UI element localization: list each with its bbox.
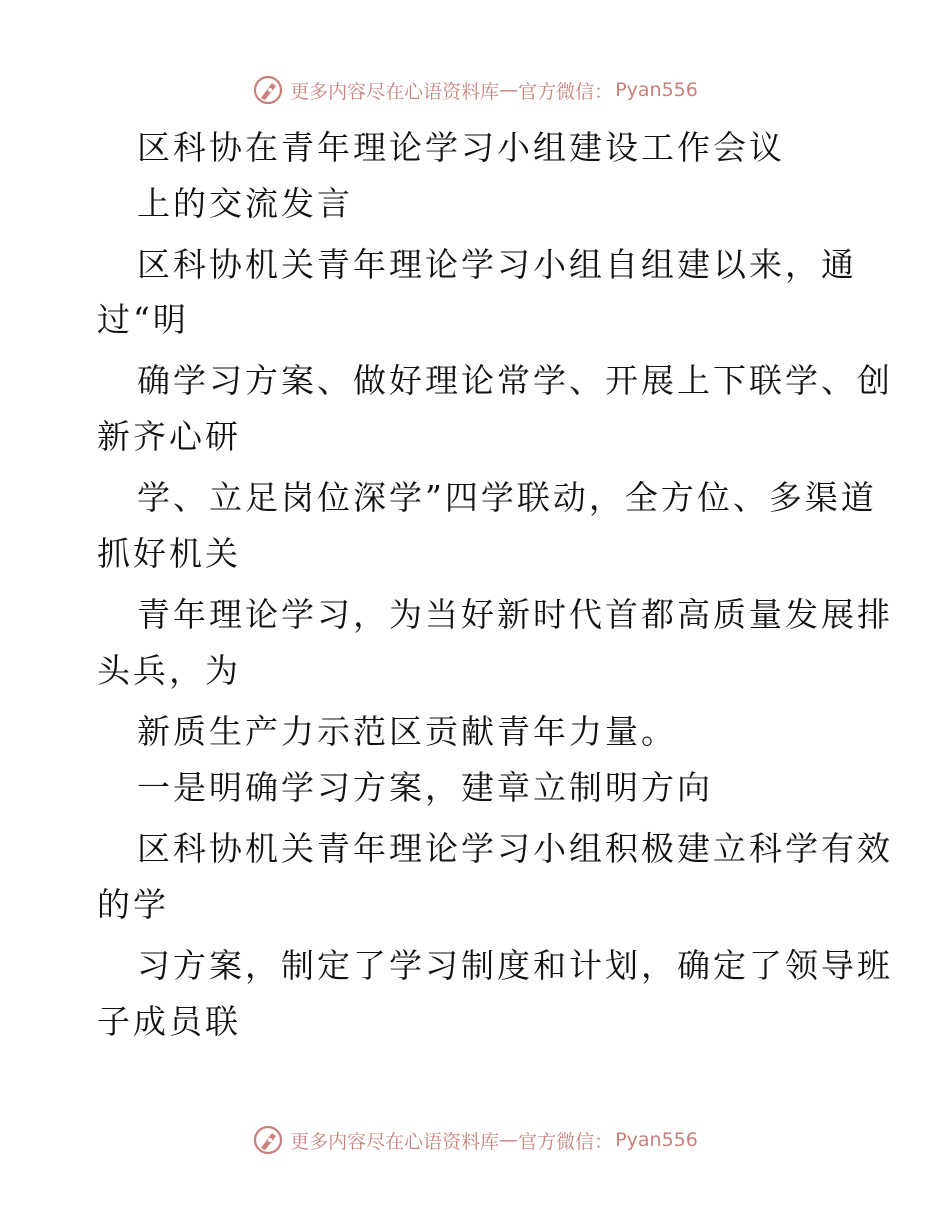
section-heading: 一是明确学习方案，建章立制明方向 (137, 768, 713, 807)
paragraph-line: 头兵，为 (97, 651, 241, 690)
paragraph-line: 区科协机关青年理论学习小组积极建立科学有效 (137, 829, 893, 868)
paragraph-line: 新质生产力示范区贡献青年力量。 (137, 712, 677, 751)
footer-watermark (0, 1120, 950, 1160)
watermark-wechat-id: Pyan556 (615, 1129, 698, 1151)
paragraph-line: 子成员联 (97, 1002, 241, 1041)
paragraph-line: 新齐心研 (97, 417, 241, 456)
paragraph-line: 学、立足岗位深学”四学联动，全方位、多渠道 (137, 478, 877, 517)
paragraph-line: 抓好机关 (97, 534, 241, 573)
paragraph-line: 青年理论学习，为当好新时代首都高质量发展排 (137, 595, 893, 634)
watermark-dash: — (499, 79, 519, 101)
pen-nib-logo-icon (252, 1124, 284, 1156)
paragraph-line: 习方案，制定了学习制度和计划，确定了领导班 (137, 946, 893, 985)
document-title-line-2: 上的交流发言 (137, 184, 353, 223)
paragraph-line: 确学习方案、做好理论常学、开展上下联学、创 (137, 361, 893, 400)
paragraph-line: 区科协机关青年理论学习小组自组建以来，通 (137, 245, 857, 284)
watermark-text: 更多内容尽在心语资料库 (290, 1130, 500, 1153)
watermark-dash: — (499, 1129, 519, 1151)
paragraph-line: 过“明 (97, 300, 189, 339)
watermark-wechat-id: Pyan556 (615, 79, 698, 101)
watermark-text: 更多内容尽在心语资料库 (290, 80, 500, 103)
watermark-wechat-label: 官方微信： (518, 80, 614, 103)
watermark-wechat-label: 官方微信： (518, 1130, 614, 1153)
document-title-line-1: 区科协在青年理论学习小组建设工作会议 (137, 128, 785, 167)
paragraph-line: 的学 (97, 885, 169, 924)
